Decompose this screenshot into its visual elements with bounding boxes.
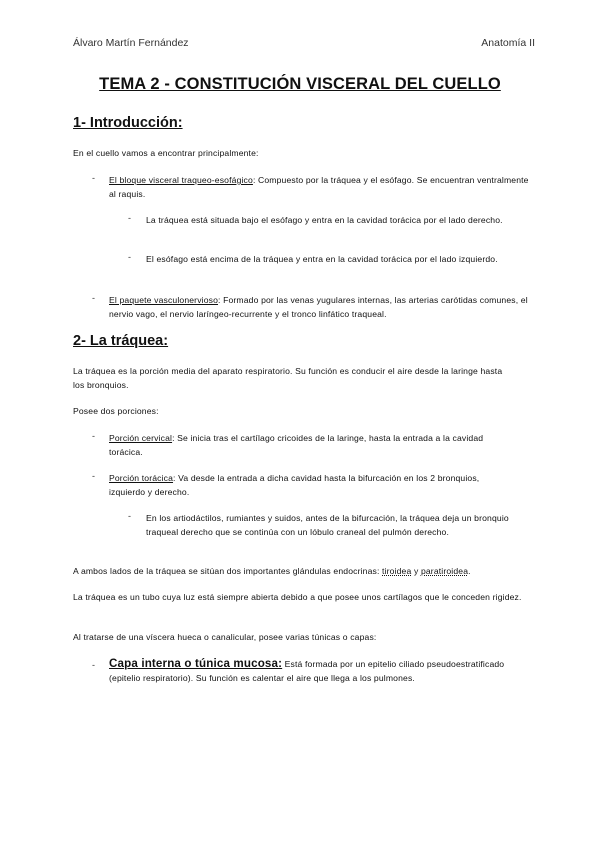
section-2-para-4: La tráquea es un tubo cuya luz está siempre abierta debido a que posee unos cartílagos que le conceden rigidez. [73, 592, 522, 602]
section-1-intro: En el cuello vamos a encontrar principalmente: [73, 148, 259, 158]
sub-bullet-dash: - [128, 511, 131, 521]
bullet-1-term: El bloque visceral traqueo-esofágico [109, 175, 253, 185]
section-2-bullet-2 [109, 471, 499, 499]
section-1-bullet-2 [109, 293, 534, 321]
tiroidea-term: tiroidea [382, 566, 412, 576]
section-2-bullet-3 [109, 657, 519, 685]
section-2-para-1: La tráquea es la porción media del aparato respiratorio. Su función es conducir el aire desde la laringe hasta los bronquios. [73, 366, 503, 390]
porcion-cervical-text: : Se inicia tras el cartílago cricoides de la laringe, hasta la entrada a la cavidad torácica. [109, 433, 484, 457]
bullet-1-text: : Compuesto por la tráquea y el esófago. Se encuentran ventralmente al raquis. [109, 175, 529, 199]
section-2-heading: 2- La tráquea: [73, 333, 169, 349]
header-author: Álvaro Martín Fernández [73, 37, 189, 49]
bullet-2-term: El paquete vasculonervioso [109, 295, 219, 305]
paratiroidea-term: paratiroidea [420, 566, 469, 576]
bullet-dash: - [92, 660, 95, 670]
capa-interna-term: Capa interna o túnica mucosa: [109, 657, 283, 670]
bullet-dash: - [92, 293, 95, 303]
sub-bullet-dash: - [128, 252, 131, 262]
sub-bullet-dash: - [128, 213, 131, 223]
porcion-cervical-term: Porción cervical [109, 433, 173, 443]
bullet-dash: - [92, 173, 95, 183]
bullet-dash: - [92, 431, 95, 441]
section-1-heading: 1- Introducción: [73, 115, 183, 131]
bullet-dash: - [92, 471, 95, 481]
capa-interna-text: Está formada por un epitelio ciliado pseudoestratificado (epitelio respiratorio). Su función es calentar el aire que llega a los pulmones. [109, 659, 505, 683]
section-1-sub-bullet-1: La tráquea está situada bajo el esófago y entra en la cavidad torácica por el lado derecho. [146, 215, 503, 225]
section-1-bullet-1 [109, 173, 534, 201]
section-2-sub-bullet-1: En los artiodáctilos, rumiantes y suidos, antes de la bifurcación, la tráquea deja un bronquio traqueal derecho que se continúa con un lóbulo craneal del pulmón derecho. [146, 513, 509, 537]
bullet-2-text: : Formado por las venas yugulares internas, las arterias carótidas comunes, el nervio vago, el nervio laríngeo-recurrente y el tronco linfático traqueal. [109, 295, 528, 319]
section-2-bullet-1 [109, 431, 514, 459]
glands-intro: A ambos lados de la tráquea se sitúan dos importantes glándulas endocrinas: [73, 566, 383, 576]
page-title: TEMA 2 - CONSTITUCIÓN VISCERAL DEL CUELLO [99, 75, 501, 93]
header-subject: Anatomía II [481, 37, 535, 49]
section-2-para-5: Al tratarse de una víscera hueca o canalicular, posee varias túnicas o capas: [73, 632, 377, 642]
section-1-sub-bullet-2: El esófago está encima de la tráquea y entra en la cavidad torácica por el lado izquierdo. [146, 254, 498, 264]
porcion-toracica-term: Porción torácica [109, 473, 174, 483]
glands-and: y [411, 566, 421, 576]
section-2-para-3 [73, 564, 553, 578]
porcion-toracica-text: : Va desde la entrada a dicha cavidad hasta la bifurcación en los 2 bronquios, izquierdo y derecho. [109, 473, 480, 497]
glands-end: . [468, 566, 471, 576]
section-2-para-2: Posee dos porciones: [73, 406, 159, 416]
